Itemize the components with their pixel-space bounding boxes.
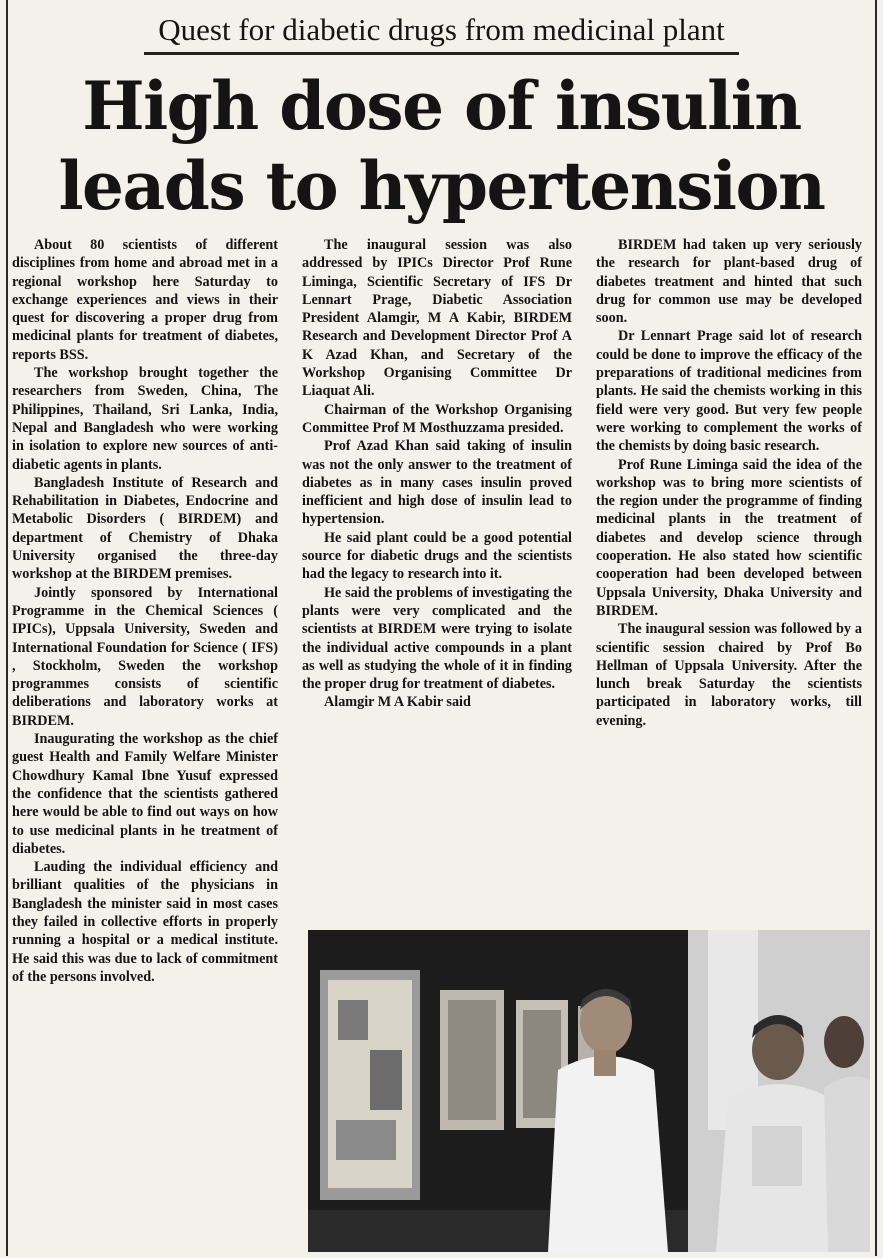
paragraph: About 80 scientists of different disciplines from home and abroad met in a regional workshop here Saturday to exchange experiences and views in their quest for discovering a proper drug from medicinal plants for treatment of diabetes, reports BSS. bbox=[12, 237, 278, 363]
paragraph: He said plant could be a good potential source for diabetic drugs and the scientists had the legacy to research into it. bbox=[302, 529, 572, 583]
paragraph: He said the problems of investigating the plants were very complicated and the scientists at BIRDEM were trying to isolate the individual active compounds in a plant as well as studying the whole of it in finding the proper drug for treatment of diabetes. bbox=[302, 584, 572, 693]
paragraph: Inaugurating the workshop as the chief guest Health and Family Welfare Minister Chowdhury Kamal Ibne Yusuf expressed the confidence that the scientists gathered here would be able to find out ways on how to use medicinal plants in he treatment of diabetes. bbox=[12, 731, 278, 857]
paragraph: Prof Azad Khan said taking of insulin was not the only answer to the treatment of diabetes as in many cases insulin proved inefficient and high dose of insulin lead to hypertension. bbox=[302, 438, 572, 528]
paragraph: Jointly sponsored by International Programme in the Chemical Sciences ( IPICs), Uppsala University, Sweden and International Foundation for Science ( IFS) , Stockholm, Sweden the workshop programmes consists of scientific deliberations and laboratory works at BIRDEM. bbox=[12, 584, 278, 729]
exhibition-photo bbox=[308, 930, 870, 1252]
paragraph: Chairman of the Workshop Organising Committee Prof M Mosthuzzama presided. bbox=[302, 401, 572, 436]
paragraph: The inaugural session was also addressed by IPICs Director Prof Rune Liminga, Scientific Secretary of IFS Dr Lennart Prage, Diabetic Association President Alamgir, M A Kabir, BIRDEM Research and Development Director Prof A K Azad Khan, and Secretary of the Workshop Organising Committee Dr Liaquat Ali. bbox=[302, 237, 572, 400]
kicker-text: Quest for diabetic drugs from medicinal plant bbox=[144, 8, 738, 55]
paragraph: BIRDEM had taken up very seriously the research for plant-based drug of diabetes treatment and hinted that such drug for common use may be developed soon. bbox=[596, 237, 862, 327]
paragraph: Lauding the individual efficiency and brilliant qualities of the physicians in Bangladesh the minister said in most cases they failed in collective efforts in properly running a hospital or a medical institute. He said this was due to lack of commitment of the persons involved. bbox=[12, 859, 278, 985]
paragraph: Dr Lennart Prage said lot of research could be done to improve the efficacy of the preparations of traditional medicines from plants. He said the chemists working in this field were very good. But very few people were working to complement the works of the chemists by doing basic research. bbox=[596, 328, 862, 455]
article-column-3 bbox=[596, 236, 862, 916]
kicker bbox=[0, 8, 883, 64]
paragraph: The inaugural session was followed by a scientific session chaired by Prof Bo Hellman of Uppsala University. After the lunch break Saturday the scientists participated in laboratory works, till evening. bbox=[596, 621, 862, 729]
photo-exhibition-image bbox=[308, 930, 870, 1252]
paragraph: Bangladesh Institute of Research and Rehabilitation in Diabetes, Endocrine and Metabolic Disorders ( BIRDEM) and department of Chemistry of Dhaka University organised the three-day workshop at the BIRDEM premises. bbox=[12, 474, 278, 583]
article-column-1 bbox=[12, 236, 278, 1254]
headline: High dose of insulin leads to hypertension bbox=[58, 67, 825, 225]
article-column-2 bbox=[302, 236, 572, 916]
paragraph: Alamgir M A Kabir said bbox=[324, 694, 471, 711]
paragraph: Prof Rune Liminga said the idea of the workshop was to bring more scientists of the region under the programme of finding medicinal plants in the treatment of diabetes and develop science through cooperation. He also stated how scientific cooperation had been developed between Uppsala University, Dhaka University and BIRDEM. bbox=[596, 456, 862, 619]
paragraph: The workshop brought together the researchers from Sweden, China, The Philippines, Thailand, Sri Lanka, India, Nepal and Bangladesh who were working in isolation to explore new sources of anti-diabetic agents in plants. bbox=[12, 365, 278, 473]
